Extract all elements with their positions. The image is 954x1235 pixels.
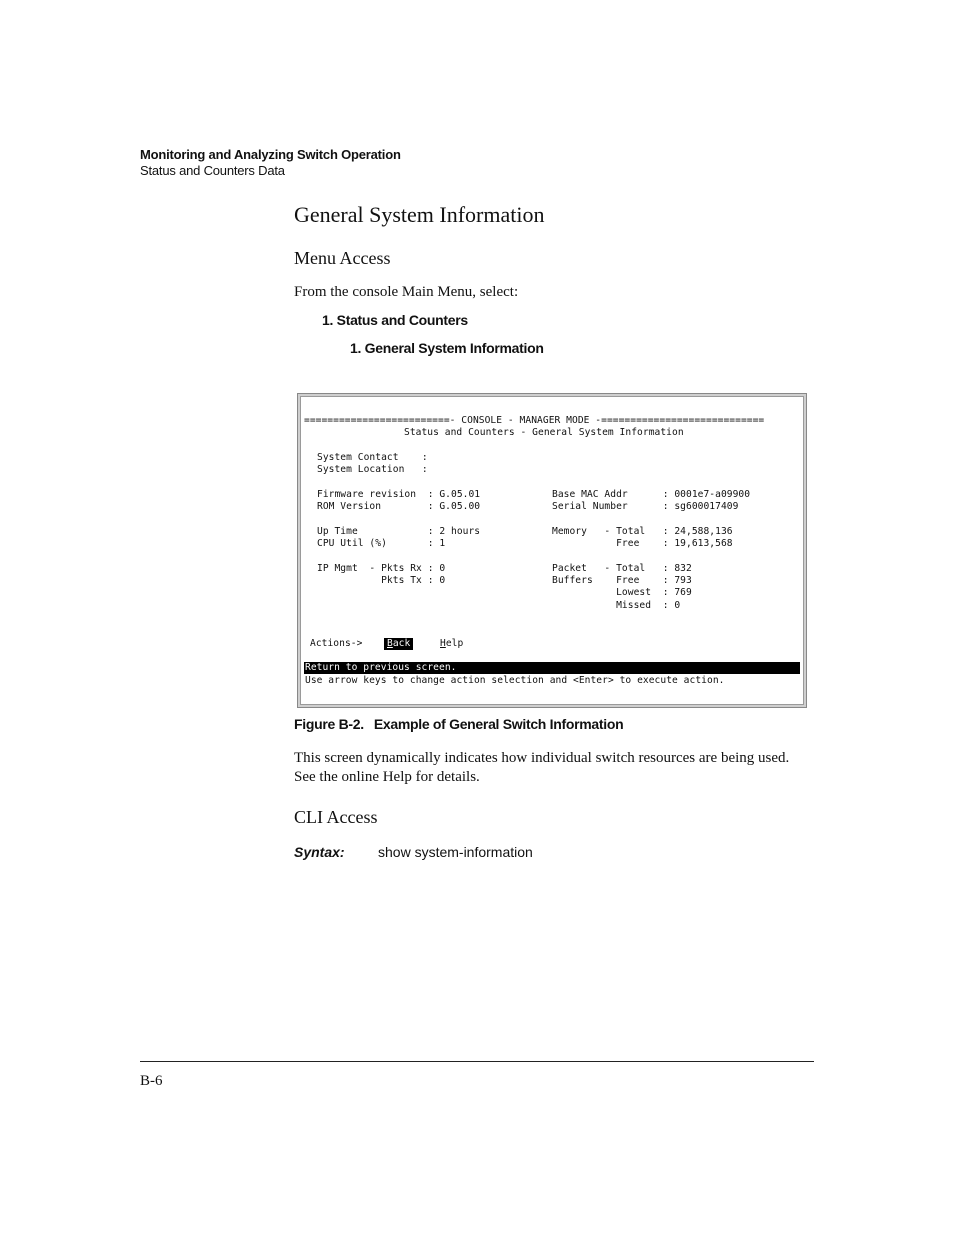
syntax-label: Syntax: [294, 844, 345, 860]
field-rom-version: ROM Version : G.05.00 [317, 501, 481, 512]
field-memory-total: Memory - Total : 24,588,136 [552, 526, 733, 537]
console-screen-title: Status and Counters - General System Information [404, 427, 684, 438]
description-paragraph: This screen dynamically indicates how individual switch resources are being used. See the online Help for details. [294, 750, 790, 785]
footer-rule [140, 1061, 814, 1062]
console-screenshot [297, 393, 807, 708]
back-action[interactable]: Back [384, 638, 413, 650]
hint-line: Use arrow keys to change action selection and <Enter> to execute action. [305, 675, 725, 686]
status-message: Return to previous screen. [305, 662, 457, 673]
menu-step-general-system-info: 1. General System Information [350, 340, 544, 356]
running-header-section: Status and Counters Data [140, 163, 285, 178]
field-firmware-revision: Firmware revision : G.05.01 [317, 489, 481, 500]
field-memory-free: Free : 19,613,568 [552, 538, 733, 549]
field-ip-mgmt-tx: Pkts Tx : 0 [317, 575, 446, 586]
menu-access-intro: From the console Main Menu, select: [294, 284, 519, 300]
console-banner: =========================- CONSOLE - MANAGER MODE -============================ [304, 415, 765, 426]
figure-caption [294, 716, 623, 732]
field-packet-total: Packet - Total : 832 [552, 563, 692, 574]
help-action[interactable]: Help [440, 638, 464, 649]
page-number: B-6 [140, 1073, 163, 1089]
field-cpu-util: CPU Util (%) : 1 [317, 538, 446, 549]
field-system-location: System Location : [317, 464, 428, 475]
field-base-mac: Base MAC Addr : 0001e7-a09900 [552, 489, 751, 500]
field-up-time: Up Time : 2 hours [317, 526, 481, 537]
field-buffers-missed: Missed : 0 [552, 600, 681, 611]
figure-number: Figure B-2. [294, 716, 364, 732]
menu-access-heading: Menu Access [294, 248, 391, 268]
status-message-bar [304, 662, 800, 674]
figure-caption-text: Example of General Switch Information [373, 716, 624, 732]
syntax-command: show system-information [378, 844, 533, 860]
field-ip-mgmt-rx: IP Mgmt - Pkts Rx : 0 [317, 563, 446, 574]
running-header-chapter: Monitoring and Analyzing Switch Operation [140, 147, 401, 162]
field-serial-number: Serial Number : sg600017409 [552, 501, 739, 512]
field-buffers-lowest: Lowest : 769 [552, 587, 692, 598]
field-system-contact: System Contact : [317, 452, 428, 463]
field-buffers-free: Buffers Free : 793 [552, 575, 692, 586]
page-title: General System Information [294, 202, 545, 227]
actions-label: Actions-> [310, 638, 363, 649]
cli-access-heading: CLI Access [294, 807, 378, 827]
menu-step-status-counters: 1. Status and Counters [322, 312, 468, 328]
